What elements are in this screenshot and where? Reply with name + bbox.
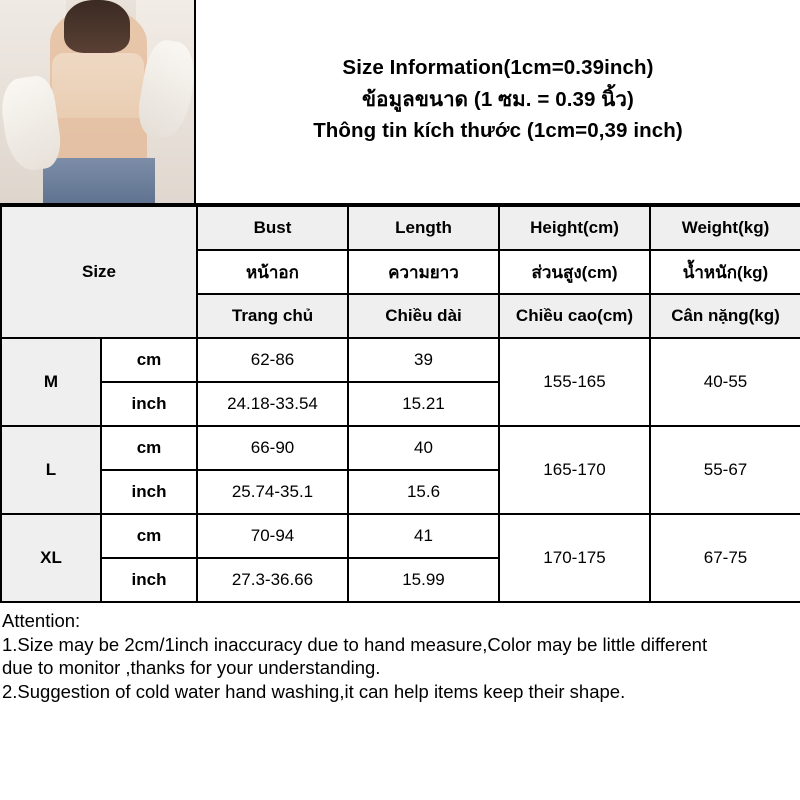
header-bust-en: Bust <box>197 206 348 250</box>
cell-length-inch-xl: 15.99 <box>348 558 499 602</box>
photo-image <box>0 0 194 203</box>
row-unit-cm: cm <box>101 338 197 382</box>
cell-weight-m: 40-55 <box>650 338 800 426</box>
cell-bust-inch-m: 24.18-33.54 <box>197 382 348 426</box>
row-size-l: L <box>1 426 101 514</box>
cell-bust-inch-l: 25.74-35.1 <box>197 470 348 514</box>
header-block <box>0 0 800 205</box>
header-length-th: ความยาว <box>348 250 499 294</box>
header-weight-vi: Cân nặng(kg) <box>650 294 800 338</box>
header-height-vi: Chiều cao(cm) <box>499 294 650 338</box>
header-weight-th: น้ำหนัก(kg) <box>650 250 800 294</box>
photo-model-hair <box>64 0 130 53</box>
header-bust-vi: Trang chủ <box>197 294 348 338</box>
cell-length-inch-m: 15.21 <box>348 382 499 426</box>
row-unit-inch: inch <box>101 382 197 426</box>
attention-block <box>0 603 800 704</box>
row-size-xl: XL <box>1 514 101 602</box>
photo-model-jeans <box>43 158 156 203</box>
cell-bust-cm-l: 66-90 <box>197 426 348 470</box>
size-table <box>0 205 800 603</box>
cell-bust-cm-xl: 70-94 <box>197 514 348 558</box>
cell-bust-inch-xl: 27.3-36.66 <box>197 558 348 602</box>
cell-weight-l: 55-67 <box>650 426 800 514</box>
title-block <box>196 0 800 203</box>
table-row <box>1 426 800 470</box>
cell-length-cm-xl: 41 <box>348 514 499 558</box>
attention-heading: Attention: <box>2 610 81 631</box>
row-unit-cm: cm <box>101 426 197 470</box>
cell-weight-xl: 67-75 <box>650 514 800 602</box>
title-line-th: ข้อมูลขนาด (1 ซม. = 0.39 นิ้ว) <box>362 87 634 111</box>
title-line-vi: Thông tin kích thước (1cm=0,39 inch) <box>313 119 683 143</box>
row-size-m: M <box>1 338 101 426</box>
cell-length-cm-m: 39 <box>348 338 499 382</box>
table-row <box>1 338 800 382</box>
header-length-en: Length <box>348 206 499 250</box>
attention-line-3: 2.Suggestion of cold water hand washing,it can help items keep their shape. <box>2 681 626 703</box>
row-unit-cm: cm <box>101 514 197 558</box>
table-row <box>1 514 800 558</box>
product-photo <box>0 0 196 203</box>
attention-line-2: due to monitor ,thanks for your understanding. <box>2 657 381 679</box>
title-line-en: Size Information(1cm=0.39inch) <box>342 55 654 79</box>
photo-garment-top <box>52 53 143 118</box>
cell-height-m: 155-165 <box>499 338 650 426</box>
row-unit-inch: inch <box>101 470 197 514</box>
header-weight-en: Weight(kg) <box>650 206 800 250</box>
row-unit-inch: inch <box>101 558 197 602</box>
cell-length-cm-l: 40 <box>348 426 499 470</box>
cell-length-inch-l: 15.6 <box>348 470 499 514</box>
header-height-en: Height(cm) <box>499 206 650 250</box>
cell-bust-cm-m: 62-86 <box>197 338 348 382</box>
cell-height-l: 165-170 <box>499 426 650 514</box>
header-size-label: Size <box>1 206 197 338</box>
header-bust-th: หน้าอก <box>197 250 348 294</box>
header-length-vi: Chiều dài <box>348 294 499 338</box>
table-header-row-en <box>1 206 800 250</box>
header-height-th: ส่วนสูง(cm) <box>499 250 650 294</box>
attention-line-1: 1.Size may be 2cm/1inch inaccuracy due to hand measure,Color may be little different <box>2 633 708 655</box>
cell-height-xl: 170-175 <box>499 514 650 602</box>
